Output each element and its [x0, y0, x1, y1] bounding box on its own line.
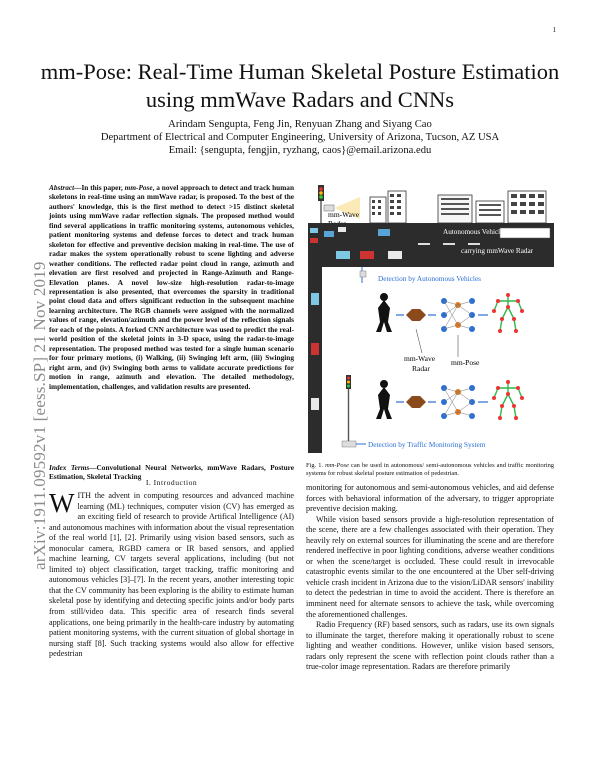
skeleton-icon: [492, 380, 524, 420]
figure-1: [308, 183, 554, 453]
label-radar-mid-2: Radar: [412, 364, 430, 373]
vehicle: [336, 251, 350, 259]
paragraph: monitoring for autonomous and semi-autonomous vehicles, and aid defense forces with behavioral information of the adversary, to trigger appropriate preventive decision making.: [306, 483, 554, 514]
figure-caption: [306, 462, 554, 479]
label-radar-top-1: mm-Wave: [328, 210, 360, 219]
intro-paragraph: [49, 488, 294, 660]
section-heading: I. Introduction: [145, 478, 198, 487]
vehicle: [310, 228, 318, 233]
radar-chip-icon: [406, 309, 426, 321]
pipeline-av: [376, 293, 524, 333]
abstract-dash: —In this paper,: [74, 183, 125, 192]
vehicle: [360, 251, 374, 259]
vehicle: [338, 227, 346, 232]
paragraph: While vision based sensors provide a high-resolution representation of the scene, there are a few challenges associated with their operation. They heavily rely on external sources for illuminating the scene and are therefore rendered ineffective in poor lighting conditions, adverse weather conditions or when the scene/target is occluded. These could result in irrevocable catastrophic events similar to the one encountered at the Uber self-driving vehicle crash incident in Arizona due to the vision/LiDAR sensors' inability to detect the pedestrian in time to avoid the accident. There is therefore an imminent need for alternate sensors to achieve the task, while overcoming the aforementioned challenges.: [306, 514, 554, 619]
arxiv-stamp: [6, 170, 49, 570]
pipeline-tms: [346, 375, 524, 441]
intro-text: ITH the advent in computing resources and advanced machine learning (ML) techniques, computer vision (CV) has emerged as an exciting field of research to provide Artifical Intelligence (AI) and autonomous machines with information about the visual representation of the real world [1], [2]. Primarily using vision based sensors, such as monocular camera, RGBD camera or IR based sensors, and applied machine learning, CV targets several applications, including (but not limited to) object classification, target tracking, traffic monitoring and autonomous vehicles [3]–[7]. In the recent years, another interesting topic that the CV community has been exploring is the ability to estimate human skeletal pose by identifying and detecting specific joints and/or body parts from still/video data. This specific area of research finds several applications, one being primarily in the health-care industry by automating patient monitoring systems, with the current situation of global shortage in nursing staff [8]. Such tracking systems would also allow for effective pedestrian: [49, 491, 294, 659]
index-terms-label: Index Terms: [49, 463, 90, 472]
vehicle: [388, 251, 402, 259]
page-number: 1: [552, 26, 556, 34]
label-mm-pose: mm-Pose: [451, 358, 480, 367]
abstract: [49, 183, 294, 391]
label-radar-mid-1: mm-Wave: [404, 354, 436, 363]
caption-method-name: mm-Pose: [325, 462, 349, 469]
cnn-icon: [441, 298, 475, 332]
pedestrian-icon: [376, 387, 392, 419]
index-terms-text: —Convolutional Neural Networks, mmWave Radars, Posture Estimation, Skeletal Tracking: [49, 463, 294, 482]
label-box-autonomous: [500, 228, 550, 238]
caption-text: can be used in autonomous/ semi-autonomous vehicles and traffic monitoring systems for robust skeletal posture estimation of pedestrian.: [306, 462, 554, 478]
right-column-text: [306, 483, 554, 673]
radar-chip-icon: [406, 396, 426, 408]
vehicle: [324, 231, 334, 237]
city-scene: [308, 185, 554, 453]
author-names: Arindam Sengupta, Feng Jin, Renyuan Zhang and Siyang Cao: [168, 119, 432, 130]
intro-dropcap: W: [49, 488, 75, 518]
label-autonomous-2: carrying mmWave Radar: [461, 247, 534, 255]
label-detection-tms: Detection by Traffic Monitoring System: [368, 440, 486, 449]
author-block: [40, 118, 560, 157]
abstract-label: Abstract: [49, 183, 75, 192]
arxiv-id: arXiv:1911.09592v1 [eess.SP] 21 Nov 2019: [30, 261, 49, 570]
caption-label: Fig. 1.: [306, 462, 324, 469]
affiliation: Department of Electrical and Computer Engineering, University of Arizona, Tucson, AZ USA: [100, 132, 500, 143]
skeleton-icon: [492, 293, 524, 333]
abstract-method-name: mm-Pose: [124, 183, 153, 192]
pedestrian-icon: [376, 300, 392, 332]
paper-title: mm-Pose: Real-Time Human Skeletal Posture Estimation using mmWave Radars and CNNs: [40, 59, 560, 112]
vehicle: [378, 229, 390, 236]
email: Email: {sengupta, fengjin, ryzhang, caos}@email.arizona.edu: [168, 145, 432, 156]
label-detection-av: Detection by Autonomous Vehicles: [378, 274, 482, 283]
vehicle: [310, 238, 318, 243]
label-autonomous-1: Autonomous Vehicles: [443, 228, 507, 236]
abstract-text: , a novel approach to detect and track human skeletons in real-time using an mmWave radar, is proposed. To the best of the authors' knowledge, this is the first method to detect >15 distinct skeletal joints using mmWave radar reflection signals. The proposed method would find several applications in traffic monitoring systems, autonomous vehicles, patient monitoring systems and defense forces to detect and track human skeleton for effective and preventive decision making in real-time. The use of radar makes the system operationally robust to scene lighting and adverse weather conditions. The reflected radar point cloud in range, azimuth and elevation are first resolved and projected in Range-Azimuth and Range-Elevation planes. A novel low-size high-resolution radar-to-image representation is also presented, that overcomes the sparsity in traditional point cloud data and offers significant reduction in the subsequent machine learning architecture. The RGB channels were assigned with the normalized values of range, elevation/azimuth and the power level of the reflection signals for each of the points. A forked CNN architecture was used to predict the real-world position of the skeletal joints in 3-D space, using the radar-to-image representation. The proposed method was tested for a single human scenario for four primary motions, (i) Walking, (ii) Swinging left arm, (iii) Swinging right arm, and (iv) Swinging both arms to validate accurate predictions for motion in range, azimuth and elevation. The detailed methodology, implementation, challenges, and validation results are presented.: [49, 183, 294, 391]
cnn-icon: [441, 385, 475, 419]
paragraph: Radio Frequency (RF) based sensors, such as radars, use its own signals to illuminate the target, therefore making it operationally robust to scene lighting and weather conditions. However, unlike vision based sensors, radars only represent the scene with reflection point clouds rather than a true-color image representation. Radars are therefore primarily: [306, 620, 554, 672]
